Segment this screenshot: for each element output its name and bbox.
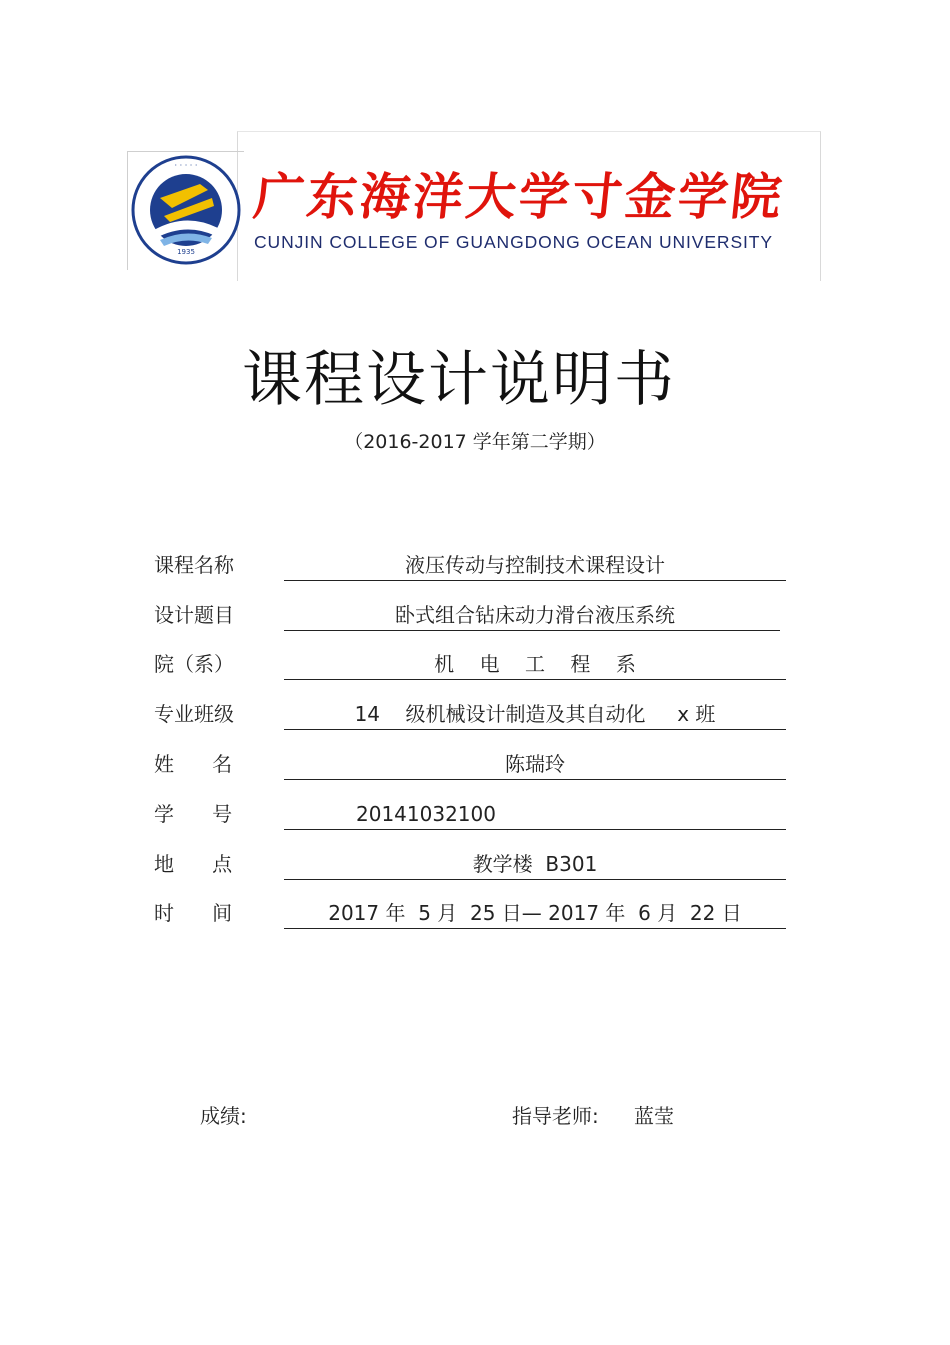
underline [284,630,780,631]
field-location [154,848,794,882]
university-name-cn: 广东海洋大学寸金学院 [250,167,788,226]
svg-text:· · · · ·: · · · · · [174,161,198,170]
document-title: 课程设计说明书 [242,345,676,415]
underline [284,928,786,929]
field-student-name [154,748,794,782]
advisor-label: 指导老师: [512,1104,599,1128]
underline [284,779,786,780]
university-seal-icon [130,154,242,266]
field-value: 14 级机械设计制造及其自动化 x 班 [354,702,716,726]
field-design-topic [154,599,794,633]
field-value: 2017 年 5 月 25 日— 2017 年 6 月 22 日 [328,901,742,925]
semester-label: （2016-2017 学年第二学期） [344,431,606,453]
field-value: 卧式组合钻床动力滑台液压系统 [395,603,675,627]
underline [284,679,786,680]
underline [284,580,786,581]
field-value: 陈瑞玲 [505,752,565,776]
field-label: 姓 名 [154,752,233,776]
grade-label: 成绩: [200,1104,247,1128]
field-course-name [154,549,794,583]
field-label: 时 间 [154,901,233,925]
field-label: 学 号 [154,802,233,826]
advisor-name: 蓝莹 [634,1104,674,1128]
university-logo [127,151,244,270]
underline [284,879,786,880]
field-value: 机 电 工 程 系 [434,652,636,676]
field-label: 院（系） [154,652,234,676]
field-department [154,648,794,682]
field-time [154,897,794,931]
field-value: 教学楼 B301 [472,852,598,876]
field-value: 液压传动与控制技术课程设计 [405,553,665,577]
svg-text:1935: 1935 [177,248,195,256]
field-student-id [154,798,794,832]
field-label: 地 点 [154,852,233,876]
underline [284,829,786,830]
field-label: 课程名称 [154,553,234,577]
underline [284,729,786,730]
field-major-class [154,698,794,732]
field-label: 设计题目 [154,603,234,627]
university-name-en: CUNJIN COLLEGE OF GUANGDONG OCEAN UNIVERSITY [254,232,773,252]
field-label: 专业班级 [154,702,234,726]
field-value: 20141032100 [356,802,496,826]
